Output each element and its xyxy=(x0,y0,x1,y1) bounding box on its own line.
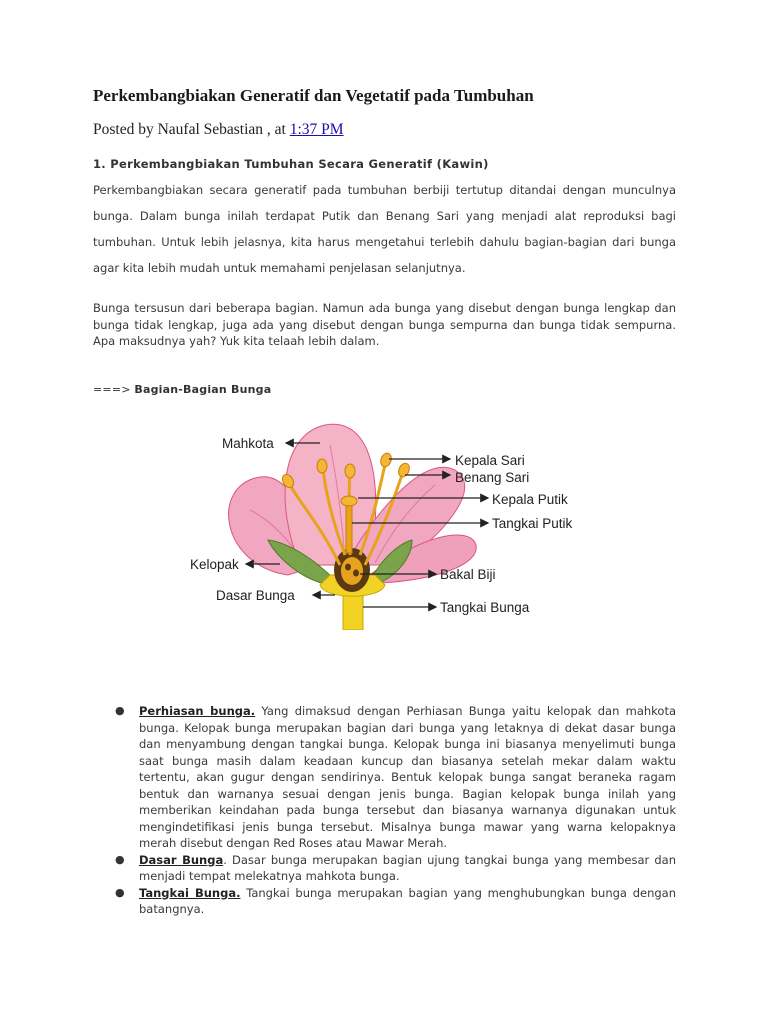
ovary xyxy=(334,548,370,592)
section-heading: 1. Perkembangbiakan Tumbuhan Secara Generatif (Kawin) xyxy=(93,157,489,171)
sub-heading xyxy=(93,383,271,396)
list-item xyxy=(93,852,676,885)
list-item-term: Perhiasan bunga. xyxy=(139,704,256,718)
flower-parts-paragraph: Bunga tersusun dari beberapa bagian. Namun ada bunga yang disebut dengan bunga lengkap dan bunga tidak lengkap, juga ada yang disebut dengan bunga sempurna dan bunga tidak sempurna. Apa maksudnya yah? Yuk kita telaah lebih dalam. xyxy=(93,301,676,348)
list-item-text: . Dasar bunga merupakan bagian ujung tangkai bunga yang membesar dan menjadi tempat melekatnya mahkota bunga. xyxy=(139,852,677,883)
sub-heading-arrow: ===> xyxy=(93,383,135,396)
sub-heading-text: Bagian-Bagian Bunga xyxy=(134,383,272,396)
list-item-term: Dasar Bunga xyxy=(139,852,224,867)
label-kepala-putik: Kepala Putik xyxy=(492,492,568,507)
flower-diagram xyxy=(180,415,600,630)
post-meta xyxy=(93,121,344,139)
flower-parts-list xyxy=(93,703,676,918)
label-tangkai-putik: Tangkai Putik xyxy=(492,516,573,531)
page-title: Perkembangbiakan Generatif dan Vegetatif pada Tumbuhan xyxy=(93,86,534,105)
list-item-text: Yang dimaksud dengan Perhiasan Bunga yaitu kelopak dan mahkota bunga. Kelopak bunga merupakan bagian dari bunga yang letaknya di dekat dasar bunga dan menyambung dengan tangkai bunga. Kelopak bunga ini biasanya menyelimuti bunga saat bunga masih dalam keadaan kuncup dan biasanya setelah mekar dalam waktu tertentu, akan gugur dengan sendirinya. Bentuk kelopak bunga sangat beraneka ragam bentuk dan warnanya sesuai dengan jenis bunga. Bagian kelopak bunga inilah yang memberikan keindahan pada bunga tersebut dan biasanya warnanya digunakan untuk mengindetifikasi jenis bunga tersebut. Misalnya bunga mawar yang warna kelopaknya merah disebut dengan Red Roses atau Mawar Merah. xyxy=(139,704,676,850)
bullet-dot-icon: ● xyxy=(115,885,125,899)
label-bakal-biji: Bakal Biji xyxy=(440,567,496,582)
label-mahkota: Mahkota xyxy=(222,436,274,451)
list-item xyxy=(93,703,676,852)
posted-by-text: Posted by Naufal Sebastian , at xyxy=(93,121,290,138)
list-item xyxy=(93,885,676,918)
label-kelopak: Kelopak xyxy=(190,557,239,572)
label-dasar-bunga: Dasar Bunga xyxy=(216,588,295,603)
post-time-link[interactable]: 1:37 PM xyxy=(289,121,344,138)
label-benang-sari: Benang Sari xyxy=(455,470,530,485)
intro-paragraph: Perkembangbiakan secara generatif pada tumbuhan berbiji tertutup ditandai dengan munculnya bunga. Dalam bunga inilah terdapat Putik dan Benang Sari yang menjadi alat reproduksi bagi tumbuhan. Untuk lebih jelasnya, kita harus mengetahui terlebih dahulu bagian-bagian dari bunga agar kita lebih mudah untuk memahami penjelasan selanjutnya. xyxy=(93,183,676,275)
label-kepala-sari: Kepala Sari xyxy=(455,453,525,468)
list-item-text: Tangkai bunga merupakan bagian yang menghubungkan bunga dengan batangnya. xyxy=(139,885,676,916)
list-item-term: Tangkai Bunga. xyxy=(139,885,241,900)
bullet-dot-icon: ● xyxy=(115,704,125,717)
bullet-dot-icon: ● xyxy=(115,852,125,866)
label-tangkai-bunga: Tangkai Bunga xyxy=(440,600,530,615)
